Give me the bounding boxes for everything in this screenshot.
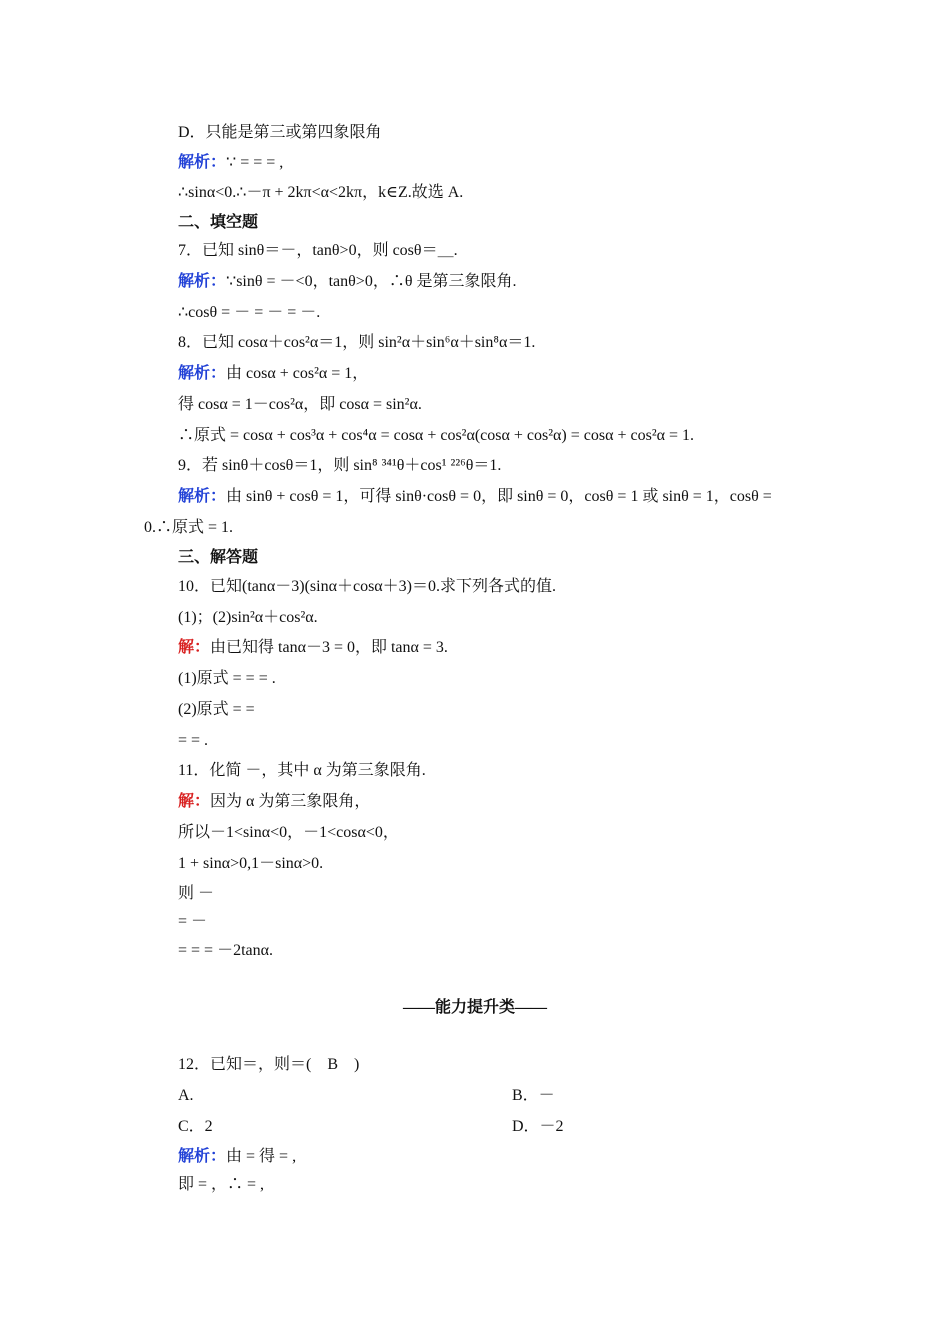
section-title — [178, 213, 258, 233]
text-line — [178, 303, 320, 323]
section-title-text: 三、解答题 — [178, 549, 259, 566]
line-text: 即 = ，∴ = , — [178, 1176, 265, 1193]
question-stem: 12．已知＝，则＝( B ) — [178, 1056, 360, 1073]
line-text: 因为 α 为第三象限角， — [210, 793, 371, 810]
option-b — [512, 1086, 555, 1106]
text-line — [178, 884, 214, 904]
line-text: = = = －2tanα. — [178, 942, 274, 959]
line-text: (2)原式 = = — [178, 701, 255, 718]
line-text: 由 = 得 = , — [226, 1148, 297, 1165]
question-8 — [178, 333, 535, 353]
line-text: 由 cosα + cos²α = 1， — [226, 365, 369, 382]
text-line — [178, 638, 448, 658]
line-text: 由 sinθ + cosθ = 1，可得 sinθ·cosθ = 0，即 sinθ = 0，cosθ = 1 或 sinθ = 1，cosθ = — [226, 488, 772, 505]
text-line — [178, 364, 368, 384]
line-text: ∴sinα<0.∴－π + 2kπ<α<2kπ，k∈Z.故选 A. — [178, 184, 464, 201]
line-text: 11．化简 －，其中 α 为第三象限角. — [178, 762, 426, 779]
section-title-text: 二、填空题 — [178, 214, 259, 231]
analysis-label: 解析： — [178, 488, 227, 505]
analysis-label: 解析： — [178, 273, 227, 290]
question-9 — [178, 456, 501, 476]
line-text: (1)；(2)sin²α＋cos²α. — [178, 609, 318, 626]
text-line — [178, 153, 283, 173]
text-line — [178, 1147, 296, 1167]
line-text: ∵sinθ = －<0，tanθ>0，∴θ 是第三象限角. — [226, 273, 517, 290]
text-line — [178, 183, 463, 203]
text-line — [178, 941, 273, 961]
option-a — [178, 1086, 194, 1106]
analysis-label: 解析： — [178, 154, 227, 171]
option-text: A. — [178, 1087, 194, 1104]
text-line — [178, 823, 399, 843]
line-text: 得 cosα = 1－cos²α，即 cosα = sin²α. — [178, 396, 422, 413]
text-line — [178, 487, 772, 507]
text-line — [178, 1175, 264, 1195]
solution-label: 解： — [178, 639, 211, 656]
option-text: D．－2 — [512, 1118, 564, 1135]
question-12 — [178, 1055, 359, 1075]
line-text: ∴cosθ = － = － = －. — [178, 304, 321, 321]
section-heading: ——能力提升类—— — [402, 999, 547, 1016]
line-text: 8．已知 cosα＋cos²α＝1，则 sin²α＋sin⁶α＋sin⁸α＝1. — [178, 334, 536, 351]
line-text: 10．已知(tanα－3)(sinα＋cosα＋3)＝0.求下列各式的值. — [178, 578, 557, 595]
line-text: = － — [178, 913, 208, 930]
text-line — [178, 854, 323, 874]
option-text: C．2 — [178, 1118, 213, 1135]
text-line — [178, 608, 318, 628]
section-title — [178, 548, 258, 568]
line-text: 由已知得 tanα－3 = 0，即 tanα = 3. — [210, 639, 448, 656]
option-text: B．－ — [512, 1087, 555, 1104]
question-11 — [178, 761, 426, 781]
text-line — [178, 272, 516, 292]
question-10 — [178, 577, 556, 597]
line-text: 7．已知 sinθ＝－，tanθ>0，则 cosθ＝＿. — [178, 242, 458, 259]
text-line — [178, 426, 694, 446]
line-text: (1)原式 = = = . — [178, 670, 276, 687]
text-line — [178, 395, 422, 415]
solution-label: 解： — [178, 793, 211, 810]
line-text: 1 + sinα>0,1－sinα>0. — [178, 855, 324, 872]
line-text: 则 － — [178, 885, 215, 902]
text-line — [178, 912, 207, 932]
line-text: 0.∴原式 = 1. — [144, 519, 234, 536]
text-line — [178, 669, 276, 689]
text-line — [178, 731, 208, 751]
option-d — [512, 1117, 564, 1137]
option-c — [178, 1117, 213, 1137]
line-text: = = . — [178, 732, 209, 749]
line-text: 9．若 sinθ＋cosθ＝1，则 sin⁸ ³⁴¹θ＋cos¹ ²²⁶θ＝1. — [178, 457, 502, 474]
analysis-label: 解析： — [178, 365, 227, 382]
text-line — [178, 700, 255, 720]
analysis-label: 解析： — [178, 1148, 227, 1165]
text-line — [178, 123, 382, 143]
line-text: ∴原式 = cosα + cos³α + cos⁴α = cosα + cos²α(cosα + cos²α) = cosα + cos²α = 1. — [178, 427, 695, 444]
line-text: ∵ = = = , — [226, 154, 284, 171]
question-7 — [178, 241, 458, 261]
line-text: D．只能是第三或第四象限角 — [178, 124, 382, 141]
text-line — [178, 792, 370, 812]
text-line — [144, 518, 233, 538]
line-text: 所以－1<sinα<0，－1<cosα<0， — [178, 824, 399, 841]
